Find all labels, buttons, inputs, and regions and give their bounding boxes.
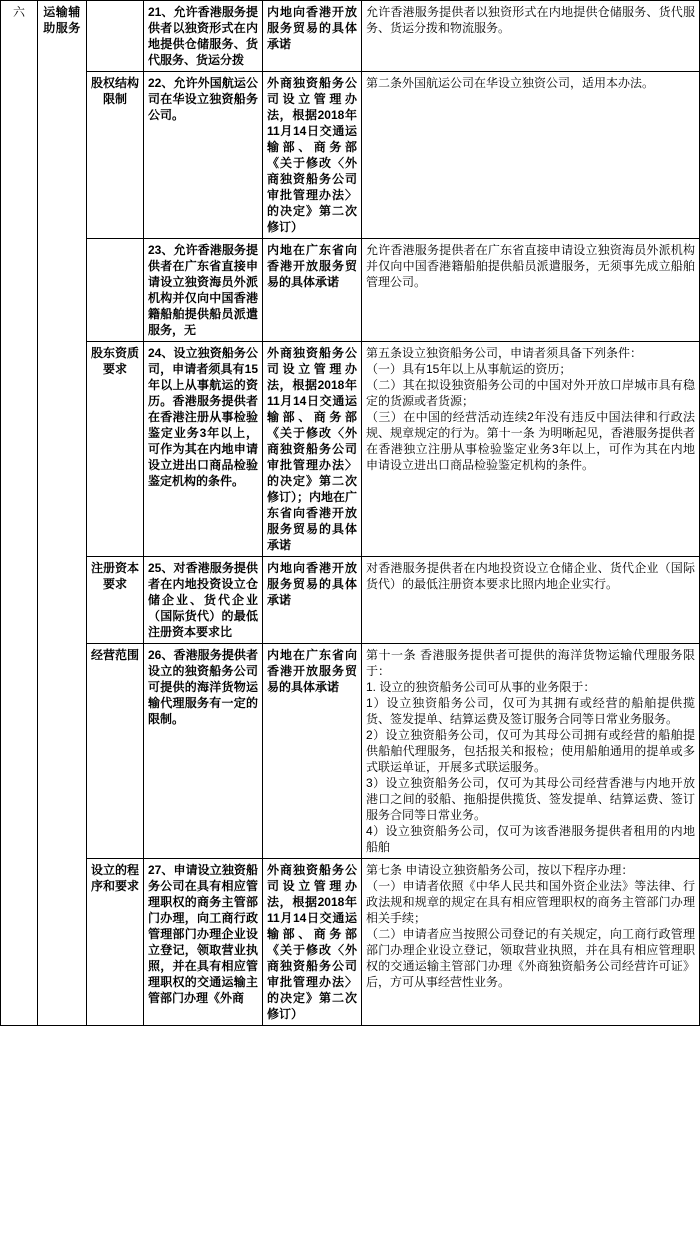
table-row: [1, 72, 700, 239]
measure-cell: 25、对香港服务提供者在内地投资设立仓储企业、货代企业（国际货代）的最低注册资本要求比: [144, 557, 263, 644]
section-number-cell: 六: [1, 1, 38, 1026]
basis-cell: 外商独资船务公司设立管理办法，根据2018年11月14日交通运输部、商务部《关于修改〈外商独资船务公司审批管理办法〉的决定》第二次修订）；内地在广东省向香港开放服务贸易的具体承诺: [263, 342, 362, 557]
item-category-cell: [87, 1, 144, 72]
content-paragraph: 1. 设立的独资船务公司可从事的业务限于：: [366, 680, 596, 694]
content-paragraph: （二）申请者应当按照公司登记的有关规定，向工商行政管理部门办理企业设立登记，领取营业执照，并在具有相应管理职权的交通运输主管部门办理《外商独资船务公司经营许可证》后，方可从事经营性业务。: [366, 927, 695, 989]
basis-cell: 内地在广东省向香港开放服务贸易的具体承诺: [263, 239, 362, 342]
table-row: [1, 1, 700, 72]
table-row: [1, 557, 700, 644]
content-paragraph: 允许香港服务提供者以独资形式在内地提供仓储服务、货代服务、货运分拨和物流服务。: [366, 5, 695, 35]
content-cell: [362, 557, 700, 644]
measure-cell: 21、允许香港服务提供者以独资形式在内地提供仓储服务、货代服务、货运分拨: [144, 1, 263, 72]
content-paragraph: 第七条 申请设立独资船务公司，按以下程序办理：: [366, 863, 634, 877]
table-row: [1, 644, 700, 859]
item-category-cell: 股东资质要求: [87, 342, 144, 557]
item-category-cell: [87, 239, 144, 342]
item-category-cell: 经营范围: [87, 644, 144, 859]
content-paragraph: （一）申请者依照《中华人民共和国外资企业法》等法律、行政法规和规章的规定在具有相应管理职权的商务主管部门办理相关手续；: [366, 879, 695, 925]
measure-cell: 27、申请设立独资船务公司在具有相应管理职权的商务主管部门办理，向工商行政管理部门办理企业设立登记，领取营业执照，并在具有相应管理职权的交通运输主管部门办理《外商: [144, 859, 263, 1026]
basis-cell: 外商独资船务公司设立管理办法，根据2018年11月14日交通运输部、商务部《关于修改〈外商独资船务公司审批管理办法〉的决定》第二次修订）: [263, 859, 362, 1026]
section-name-cell: 运输辅助服务: [38, 1, 87, 1026]
item-category-cell: 注册资本要求: [87, 557, 144, 644]
basis-cell: 内地在广东省向香港开放服务贸易的具体承诺: [263, 644, 362, 859]
basis-cell: 内地向香港开放服务贸易的具体承诺: [263, 1, 362, 72]
content-paragraph: 第五条设立独资船务公司，申请者须具备下列条件：: [366, 346, 643, 360]
content-cell: [362, 72, 700, 239]
table-body: [1, 1, 700, 1026]
basis-cell: 内地向香港开放服务贸易的具体承诺: [263, 557, 362, 644]
content-paragraph: 3）设立独资船务公司，仅可为其母公司经营香港与内地开放港口之间的驳船、拖船提供揽货、签发提单、结算运费、签订服务合同等日常业务。: [366, 776, 695, 822]
measure-cell: 23、允许香港服务提供者在广东省直接申请设立独资海员外派机构并仅向中国香港籍船舶提供船员派遣服务，无: [144, 239, 263, 342]
content-paragraph: 第十一条 香港服务提供者可提供的海洋货物运输代理服务限于：: [366, 648, 695, 678]
table-row: [1, 859, 700, 1026]
item-category-cell: 设立的程序和要求: [87, 859, 144, 1026]
item-category-cell: 股权结构限制: [87, 72, 144, 239]
measure-cell: 24、设立独资船务公司，申请者须具有15年以上从事航运的资历。香港服务提供者在香港注册从事检验鉴定业务3年以上，可作为其在内地申请设立进出口商品检验鉴定机构的条件。: [144, 342, 263, 557]
content-paragraph: （二）其在拟设独资船务公司的中国对外开放口岸城市具有稳定的货源或者货源；: [366, 378, 695, 408]
content-paragraph: 2）设立独资船务公司，仅可为其母公司拥有或经营的船舶提供船舶代理服务，包括报关和报检；使用船舶通用的提单或多式联运单证，开展多式联运服务。: [366, 728, 695, 774]
table-row: [1, 239, 700, 342]
content-cell: [362, 239, 700, 342]
measure-cell: 26、香港服务提供者设立的独资船务公司可提供的海洋货物运输代理服务有一定的限制。: [144, 644, 263, 859]
measure-cell: 22、允许外国航运公司在华设立独资船务公司。: [144, 72, 263, 239]
content-paragraph: 4）设立独资船务公司，仅可为该香港服务提供者租用的内地船舶: [366, 824, 695, 854]
content-paragraph: （三）在中国的经营活动连续2年没有违反中国法律和行政法规、规章规定的行为。第十一条 为明晰起见，香港服务提供者在香港独立注册从事检验鉴定业务3年以上，可作为其在内地申请设立进出口商品检验鉴定机构的条件。: [366, 410, 695, 472]
content-paragraph: （一）具有15年以上从事航运的资历；: [366, 362, 572, 376]
content-paragraph: 1）设立独资船务公司，仅可为其拥有或经营的船舶提供揽货、签发提单、结算运费及签订服务合同等日常业务服务。: [366, 696, 695, 726]
table-row: [1, 342, 700, 557]
content-paragraph: 第二条外国航运公司在华设立独资公司，适用本办法。: [366, 76, 655, 90]
content-cell: [362, 859, 700, 1026]
content-paragraph: 允许香港服务提供者在广东省直接申请设立独资海员外派机构并仅向中国香港籍船舶提供船员派遣服务，无须事先成立船舶管理公司。: [366, 243, 695, 289]
basis-cell: 外商独资船务公司设立管理办法，根据2018年11月14日交通运输部、商务部《关于修改〈外商独资船务公司审批管理办法〉的决定》第二次修订）: [263, 72, 362, 239]
content-cell: [362, 1, 700, 72]
content-cell: [362, 644, 700, 859]
content-paragraph: 对香港服务提供者在内地投资设立仓储企业、货代企业（国际货代）的最低注册资本要求比照内地企业实行。: [366, 561, 695, 591]
content-cell: [362, 342, 700, 557]
